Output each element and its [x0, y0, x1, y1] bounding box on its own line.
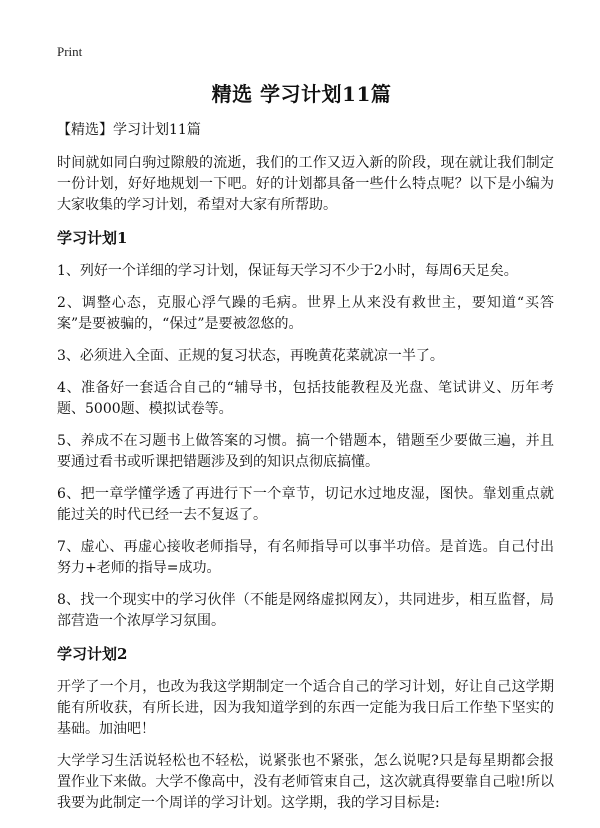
plan-1-item-1: 1、列好一个详细的学习计划，保证每天学习不少于2小时，每周6天足矣。 — [57, 263, 518, 279]
plan-1-item-8: 8、找一个现实中的学习伙伴（不能是网络虚拟网友），共同进步，相互监督，局部营造一个浓厚学习氛围。 — [57, 592, 554, 629]
document-body — [57, 120, 554, 825]
plan-1-item-4: 4、准备好一套适合自己的“辅导书，包括技能教程及光盘、笔试讲义、历年考题、5000题、模拟试卷等。 — [57, 380, 554, 417]
document-subtitle: 【精选】学习计划11篇 — [57, 122, 201, 138]
plan-2-paragraph-1: 开学了一个月，也改为我这学期制定一个适合自己的学习计划，好让自己这学期能有所收获，有所长进，因为我知道学到的东西一定能为我日后工作垫下坚实的基础。加油吧！ — [57, 679, 554, 737]
plan-1-item-3: 3、必须进入全面、正规的复习状态，再晚黄花菜就凉一半了。 — [57, 348, 444, 364]
intro-paragraph: 时间就如同白驹过隙般的流逝，我们的工作又迈入新的阶段，现在就让我们制定一份计划，好好地规划一下吧。好的计划都具备一些什么特点呢？以下是小编为大家收集的学习计划，希望对大家有所帮助。 — [57, 155, 554, 213]
document-title: 精选 学习计划11篇 — [211, 82, 392, 106]
print-label: Print — [57, 44, 83, 59]
plan-1-item-2: 2、调整心态，克服心浮气躁的毛病。世界上从来没有救世主，要知道“买答案”是要被骗的，“保过”是要被忽悠的。 — [57, 295, 554, 332]
section-heading-plan-2: 学习计划2 — [57, 645, 128, 663]
plan-1-item-7: 7、虚心、再虚心接收老师指导，有名师指导可以事半功倍。是首选。自己付出努力+老师的指导=成功。 — [57, 539, 554, 576]
plan-2-paragraph-2: 大学学习生活说轻松也不轻松，说紧张也不紧张，怎么说呢?只是每星期都会报置作业下来做。大学不像高中，没有老师管束自己，这次就真得要靠自己啦!所以我要为此制定一个周详的学习计划。这学期，我的学习目标是: — [57, 753, 554, 811]
section-heading-plan-1: 学习计划1 — [57, 229, 128, 247]
plan-1-item-6: 6、把一章学懂学透了再进行下一个章节，切记水过地皮湿，图快。靠划重点就能过关的时代已经一去不复返了。 — [57, 486, 554, 523]
plan-1-item-5: 5、养成不在习题书上做答案的习惯。搞一个错题本，错题至少要做三遍，并且要通过看书或听课把错题涉及到的知识点彻底搞懂。 — [57, 433, 554, 470]
